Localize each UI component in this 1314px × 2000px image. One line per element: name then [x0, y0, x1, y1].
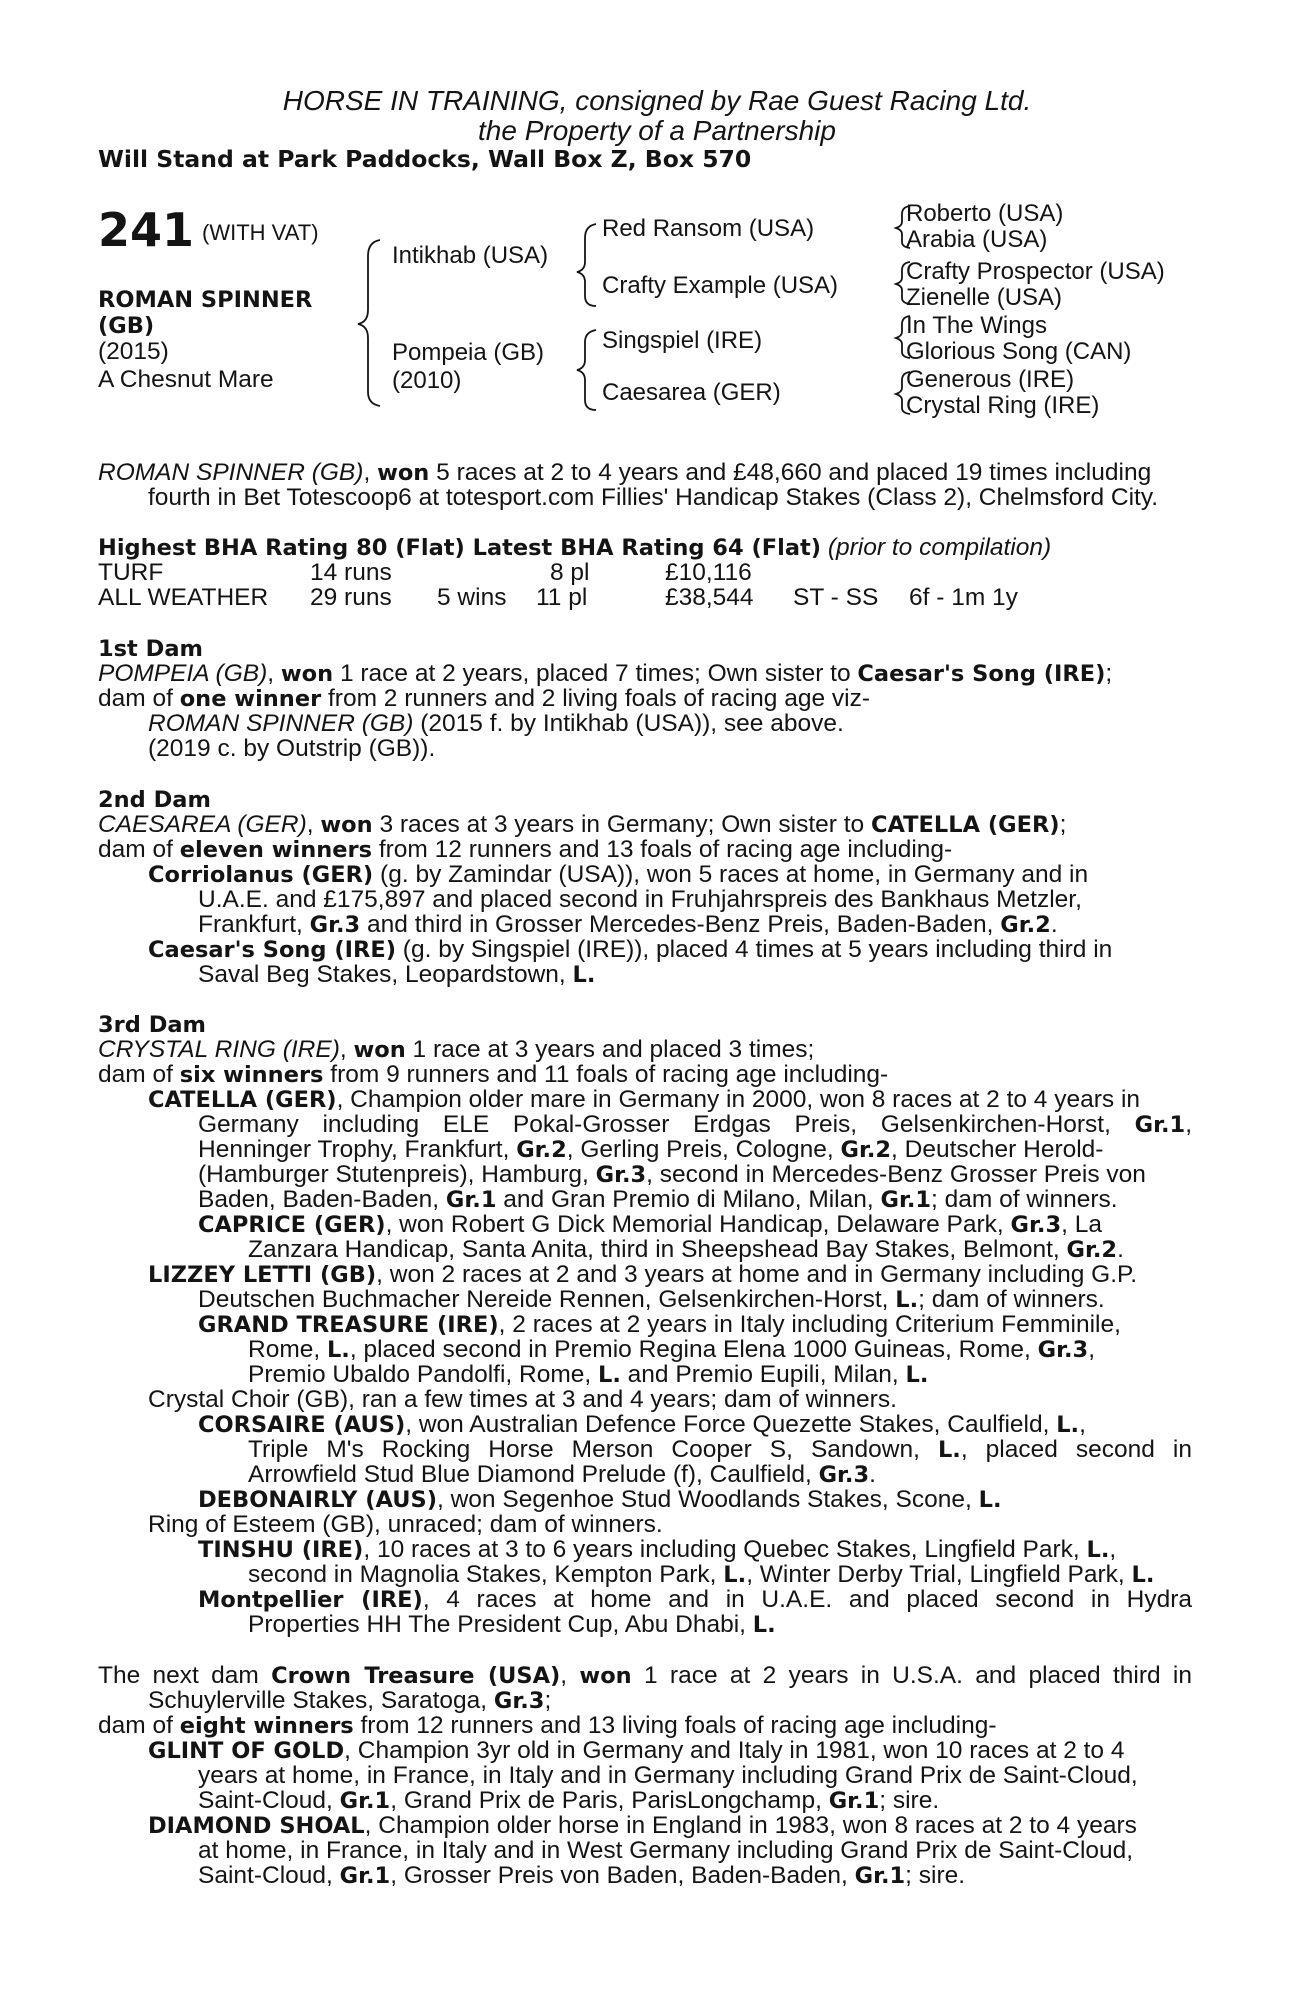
- tinshu-line-1: TINSHU (IRE), 10 races at 3 to 6 years including Quebec Stakes, Lingfield Park, L.,: [198, 1536, 1117, 1563]
- first-dam-heading: 1st Dam: [98, 636, 203, 662]
- first-dam-produce-1: ROMAN SPINNER (GB) (2015 f. by Intikhab (USA)), see above.: [148, 710, 844, 737]
- first-dam-produce-2: (2019 c. by Outstrip (GB)).: [148, 735, 436, 762]
- corsaire-line-1: CORSAIRE (AUS), won Australian Defence Force Quezette Stakes, Caulfield, L.,: [198, 1411, 1086, 1438]
- dam-year: (2010): [392, 367, 462, 394]
- second-dam-line-1: CAESAREA (GER), won 3 races at 3 years in Germany; Own sister to CATELLA (GER);: [98, 811, 1067, 838]
- ring-of-esteem-line: Ring of Esteem (GB), unraced; dam of winners.: [148, 1511, 663, 1538]
- dam: Pompeia (GB): [392, 339, 545, 366]
- ssd: Arabia (USA): [906, 226, 1048, 253]
- montpellier-line-1: Montpellier (IRE), 4 races at home and in U.A.E. and placed second in Hydra: [198, 1586, 1192, 1613]
- second-dam-line-2: dam of eleven winners from 12 runners and 13 foals of racing age including-: [98, 836, 953, 863]
- catalogue-page: HORSE IN TRAINING, consigned by Rae Guest Racing Ltd. the Property of a Partnership Will Stand at Park Paddocks, Wall Box Z, Box 570 241 (WITH VAT) ROMAN SPINNER (GB) (2015) A Chesnut Mare Intikhab (USA) Pompeia (GB) (2010) Red Ransom (USA) Crafty Example (USA) Singspiel (IRE) Caesarea (GER) Roberto (USA) Arabia (USA) Crafty Prospector (USA) Zienelle (USA) In The Wings Glorious Song (CAN) Generous (IRE) Crystal Ring (IRE) ROMAN SPINNER (GB), won 5 races at 2 to 4 years and £48,660 and placed 19 times including fourth in Bet Totescoop6 at totesport.com Fillies' Handicap Stakes (Class 2), Chelmsford City. Highest BHA Rating 80 (Flat) Latest BHA Rating 64 (Flat) (prior to compilation) TURF 14 runs 8 pl £10,116 ALL WEATHER 29 runs 5 wins 11 pl £38,544 ST - SS 6f - 1m 1y 1st Dam POMPEIA (GB), won 1 race at 2 years, placed 7 times; Own sister to Caesar's Song (IRE); dam of one winner from 2 runners and 2 living foals of racing age viz- ROMAN SPINNER (GB) (2015 f. by Intikhab (USA)), see above. (2019 c. by Outstrip (GB)). 2nd Dam CAESAREA (GER), won 3 races at 3 years in Germany; Own sister to CATELLA (GER); dam of eleven winners from 12 runners and 13 foals of racing age including- Corriolanus (GER) (g. by Zamindar (USA)), won 5 races at home, in Germany and in U.A.E. and £175,897 and placed second in Fruhjahrspreis des Bankhaus Metzler, Frankfurt, Gr.3 and third in Grosser Mercedes-Benz Preis, Baden-Baden, Gr.2. Caesar's Song (IRE) (g. by Singspiel (IRE)), placed 4 times at 5 years including third in Saval Beg Stakes, Leopardstown, L. 3rd Dam CRYSTAL RING (IRE), won 1 race at 3 years and placed 3 times; dam of six winners from 9 runners and 11 foals of racing age including- CATELLA (GER), Champion older mare in Germany in 2000, won 8 races at 2 to 4 years in Germany including ELE Pokal-Grosser Erdgas Preis, Gelsenkirchen-Horst, Gr.1, Henninger Trophy, Frankfurt, Gr.2, Gerling Preis, Cologne, Gr.2, Deutscher Herold- (Hamburger Stutenpreis), Hamburg, Gr.3, second in Mercedes-Benz Grosser Preis von Baden, Baden-Baden, Gr.1 and Gran Premio di Milano, Milan, Gr.1; dam of winners. CAPRICE (GER), won Robert G Dick Memorial Handicap, Delaware Park, Gr.3, La Zanzara Handicap, Santa Anita, third in Sheepshead Bay Stakes, Belmont, Gr.2. LIZZEY LETTI (GB), won 2 races at 2 and 3 years at home and in Germany including G.P. Deutschen Buchmacher Nereide Rennen, Gelsenkirchen-Horst, L.; dam of winners. GRAND TREASURE (IRE), 2 races at 2 years in Italy including Criterium Femminile, Rome, L., placed second in Premio Regina Elena 1000 Guineas, Rome, Gr.3, Premio Ubaldo Pandolfi, Rome, L. and Premio Eupili, Milan, L. Crystal Choir (GB), ran a few times at 3 and 4 years; dam of winners. CORSAIRE (AUS), won Australian Defence Force Quezette Stakes, Caulfield, L., Triple M's Rocking Horse Merson Cooper S, Sandown, L., placed second in Arrowfield Stud Blue Diamond Prelude (f), Caulfield, Gr.3. DEBONAIRLY (AUS), won Segenhoe Stud Woodlands Stakes, Scone, L. Ring of Esteem (GB), unraced; dam of winners. TINSHU (IRE), 10 races at 3 to 6 years including Quebec Stakes, Lingfield Park, L., second in Magnolia Stakes, Kempton Park, L., Winter Derby Trial, Lingfield Park, L. Montpellier (IRE), 4 races at home and in U.A.E. and placed second in Hydra Properties HH The President Cup, Abu Dhabi, L. The next dam Crown Treasure (USA), won 1 race at 2 years in U.S.A. and placed third in Schuylerville Stakes, Saratoga, Gr.3; dam of eight winners from 12 runners and 13 living foals of racing age including- GLINT OF GOLD, Champion 3yr old in Germany and Italy in 1981, won 10 races at 2 to 4 years at home, in France, in Italy and in Germany including Grand Prix de Saint-Cloud, Saint-Cloud, Gr.1, Grand Prix de Paris, ParisLongchamp, Gr.1; sire. DIAMOND SHOAL, Champion older horse in England in 1983, won 8 races at 2 to 4 years at home, in France, in Italy and in West Germany including Grand Prix de Saint-Cloud, Saint-Cloud, Gr.1, Grosser Preis von Baden, Baden-Baden, Gr.1; sire.: [0, 0, 1314, 2000]
- lot-number-value: 241: [98, 203, 195, 257]
- next-dam-line-3: dam of eight winners from 12 runners and 13 living foals of racing age including-: [98, 1712, 997, 1739]
- corriolanus-line-2: U.A.E. and £175,897 and placed second in Fruhjahrspreis des Bankhaus Metzler,: [198, 886, 1082, 913]
- vat-note: (WITH VAT): [202, 220, 319, 245]
- corriolanus-line-3: Frankfurt, Gr.3 and third in Grosser Mercedes-Benz Preis, Baden-Baden, Gr.2.: [198, 911, 1058, 938]
- grand-treasure-line-1: GRAND TREASURE (IRE), 2 races at 2 years in Italy including Criterium Femminile,: [198, 1311, 1121, 1338]
- corsaire-line-2: Triple M's Rocking Horse Merson Cooper S, Sandown, L., placed second in: [248, 1436, 1192, 1463]
- glint-of-gold-line-1: GLINT OF GOLD, Champion 3yr old in Germany and Italy in 1981, won 10 races at 2 to 4: [148, 1737, 1125, 1764]
- debonairly-line: DEBONAIRLY (AUS), won Segenhoe Stud Woodlands Stakes, Scone, L.: [198, 1486, 1002, 1513]
- montpellier-line-2: Properties HH The President Cup, Abu Dhabi, L.: [248, 1611, 776, 1638]
- bracket-sire: [577, 224, 596, 306]
- dam-dam: Caesarea (GER): [602, 379, 781, 406]
- third-dam-heading: 3rd Dam: [98, 1012, 206, 1038]
- first-dam-line-1: POMPEIA (GB), won 1 race at 2 years, placed 7 times; Own sister to Caesar's Song (IRE);: [98, 660, 1113, 687]
- diamond-shoal-line-2: at home, in France, in Italy and in West Germany including Grand Prix de Saint-Cloud,: [198, 1837, 1134, 1864]
- third-dam-line-1: CRYSTAL RING (IRE), won 1 race at 3 years and placed 3 times;: [98, 1036, 815, 1063]
- grand-treasure-line-3: Premio Ubaldo Pandolfi, Rome, L. and Premio Eupili, Milan, L.: [248, 1361, 929, 1388]
- horse-name: ROMAN SPINNER: [98, 287, 313, 313]
- summary-line-1: ROMAN SPINNER (GB), won 5 races at 2 to 4 years and £48,660 and placed 19 times including: [98, 459, 1152, 486]
- lizzey-letti-line-2: Deutschen Buchmacher Nereide Rennen, Gelsenkirchen-Horst, L.; dam of winners.: [198, 1286, 1105, 1313]
- glint-of-gold-line-2: years at home, in France, in Italy and in Germany including Grand Prix de Saint-Cloud,: [198, 1762, 1138, 1789]
- horse-year: (2015): [98, 338, 169, 365]
- next-dam-line-1: The next dam Crown Treasure (USA), won 1 race at 2 years in U.S.A. and placed third in: [98, 1662, 1192, 1689]
- caesars-song-line-2: Saval Beg Stakes, Leopardstown, L.: [198, 961, 596, 988]
- consignor-line: HORSE IN TRAINING, consigned by Rae Guest Racing Ltd.: [282, 85, 1032, 116]
- lizzey-letti-line-1: LIZZEY LETTI (GB), won 2 races at 2 and 3 years at home and in Germany including G.P.: [148, 1261, 1137, 1288]
- third-dam-line-2: dam of six winners from 9 runners and 11 foals of racing age including-: [98, 1061, 889, 1088]
- caprice-line-2: Zanzara Handicap, Santa Anita, third in Sheepshead Bay Stakes, Belmont, Gr.2.: [248, 1236, 1124, 1263]
- grand-treasure-line-2: Rome, L., placed second in Premio Regina Elena 1000 Guineas, Rome, Gr.3,: [248, 1336, 1096, 1363]
- diamond-shoal-line-3: Saint-Cloud, Gr.1, Grosser Preis von Baden, Baden-Baden, Gr.1; sire.: [198, 1862, 966, 1889]
- catella-line-4: (Hamburger Stutenpreis), Hamburg, Gr.3, second in Mercedes-Benz Grosser Preis von: [198, 1161, 1146, 1188]
- sss: Roberto (USA): [906, 200, 1064, 227]
- dds: Generous (IRE): [906, 366, 1075, 393]
- horse-country: (GB): [98, 313, 155, 339]
- diamond-shoal-line-1: DIAMOND SHOAL, Champion older horse in England in 1983, won 8 races at 2 to 4 years: [148, 1812, 1137, 1839]
- sire-dam: Crafty Example (USA): [602, 272, 839, 299]
- sds: Crafty Prospector (USA): [906, 258, 1165, 285]
- corriolanus-line-1: Corriolanus (GER) (g. by Zamindar (USA)), won 5 races at home, in Germany and in: [148, 861, 1089, 888]
- ddd: Crystal Ring (IRE): [906, 392, 1100, 419]
- horse-description: A Chesnut Mare: [98, 366, 274, 393]
- catella-line-3: Henninger Trophy, Frankfurt, Gr.2, Gerling Preis, Cologne, Gr.2, Deutscher Herold-: [198, 1136, 1104, 1163]
- bracket-dam: [577, 330, 596, 410]
- sire-sire: Red Ransom (USA): [602, 215, 815, 242]
- dam-sire: Singspiel (IRE): [602, 327, 763, 354]
- property-line: the Property of a Partnership: [478, 115, 836, 146]
- catella-line-5: Baden, Baden-Baden, Gr.1 and Gran Premio di Milano, Milan, Gr.1; dam of winners.: [198, 1186, 1118, 1213]
- glint-of-gold-line-3: Saint-Cloud, Gr.1, Grand Prix de Paris, ParisLongchamp, Gr.1; sire.: [198, 1787, 940, 1814]
- next-dam-line-2: Schuylerville Stakes, Saratoga, Gr.3;: [148, 1687, 552, 1714]
- sire: Intikhab (USA): [392, 242, 549, 269]
- sdd: Zienelle (USA): [906, 284, 1063, 311]
- catella-line-2: Germany including ELE Pokal-Grosser Erdgas Preis, Gelsenkirchen-Horst, Gr.1,: [198, 1111, 1192, 1138]
- stand-location: Will Stand at Park Paddocks, Wall Box Z, Box 570: [98, 145, 752, 173]
- summary-line-2: fourth in Bet Totescoop6 at totesport.com Fillies' Handicap Stakes (Class 2), Chelmsford City.: [148, 484, 1159, 511]
- catella-line-1: CATELLA (GER), Champion older mare in Germany in 2000, won 8 races at 2 to 4 years in: [148, 1086, 1141, 1113]
- crystal-choir-line: Crystal Choir (GB), ran a few times at 3 and 4 years; dam of winners.: [148, 1386, 897, 1413]
- tinshu-line-2: second in Magnolia Stakes, Kempton Park, L., Winter Derby Trial, Lingfield Park, L.: [248, 1561, 1155, 1588]
- dsd: Glorious Song (CAN): [906, 338, 1132, 365]
- bracket-main: [358, 240, 380, 406]
- corsaire-line-3: Arrowfield Stud Blue Diamond Prelude (f), Caulfield, Gr.3.: [248, 1461, 876, 1488]
- second-dam-heading: 2nd Dam: [98, 787, 211, 813]
- first-dam-line-2: dam of one winner from 2 runners and 2 living foals of racing age viz-: [98, 685, 870, 712]
- dss: In The Wings: [906, 312, 1047, 339]
- caesars-song-line-1: Caesar's Song (IRE) (g. by Singspiel (IRE)), placed 4 times at 5 years including third in: [148, 936, 1113, 963]
- caprice-line-1: CAPRICE (GER), won Robert G Dick Memorial Handicap, Delaware Park, Gr.3, La: [198, 1211, 1102, 1238]
- ratings-line: Highest BHA Rating 80 (Flat) Latest BHA Rating 64 (Flat) (prior to compilation): [98, 534, 1052, 561]
